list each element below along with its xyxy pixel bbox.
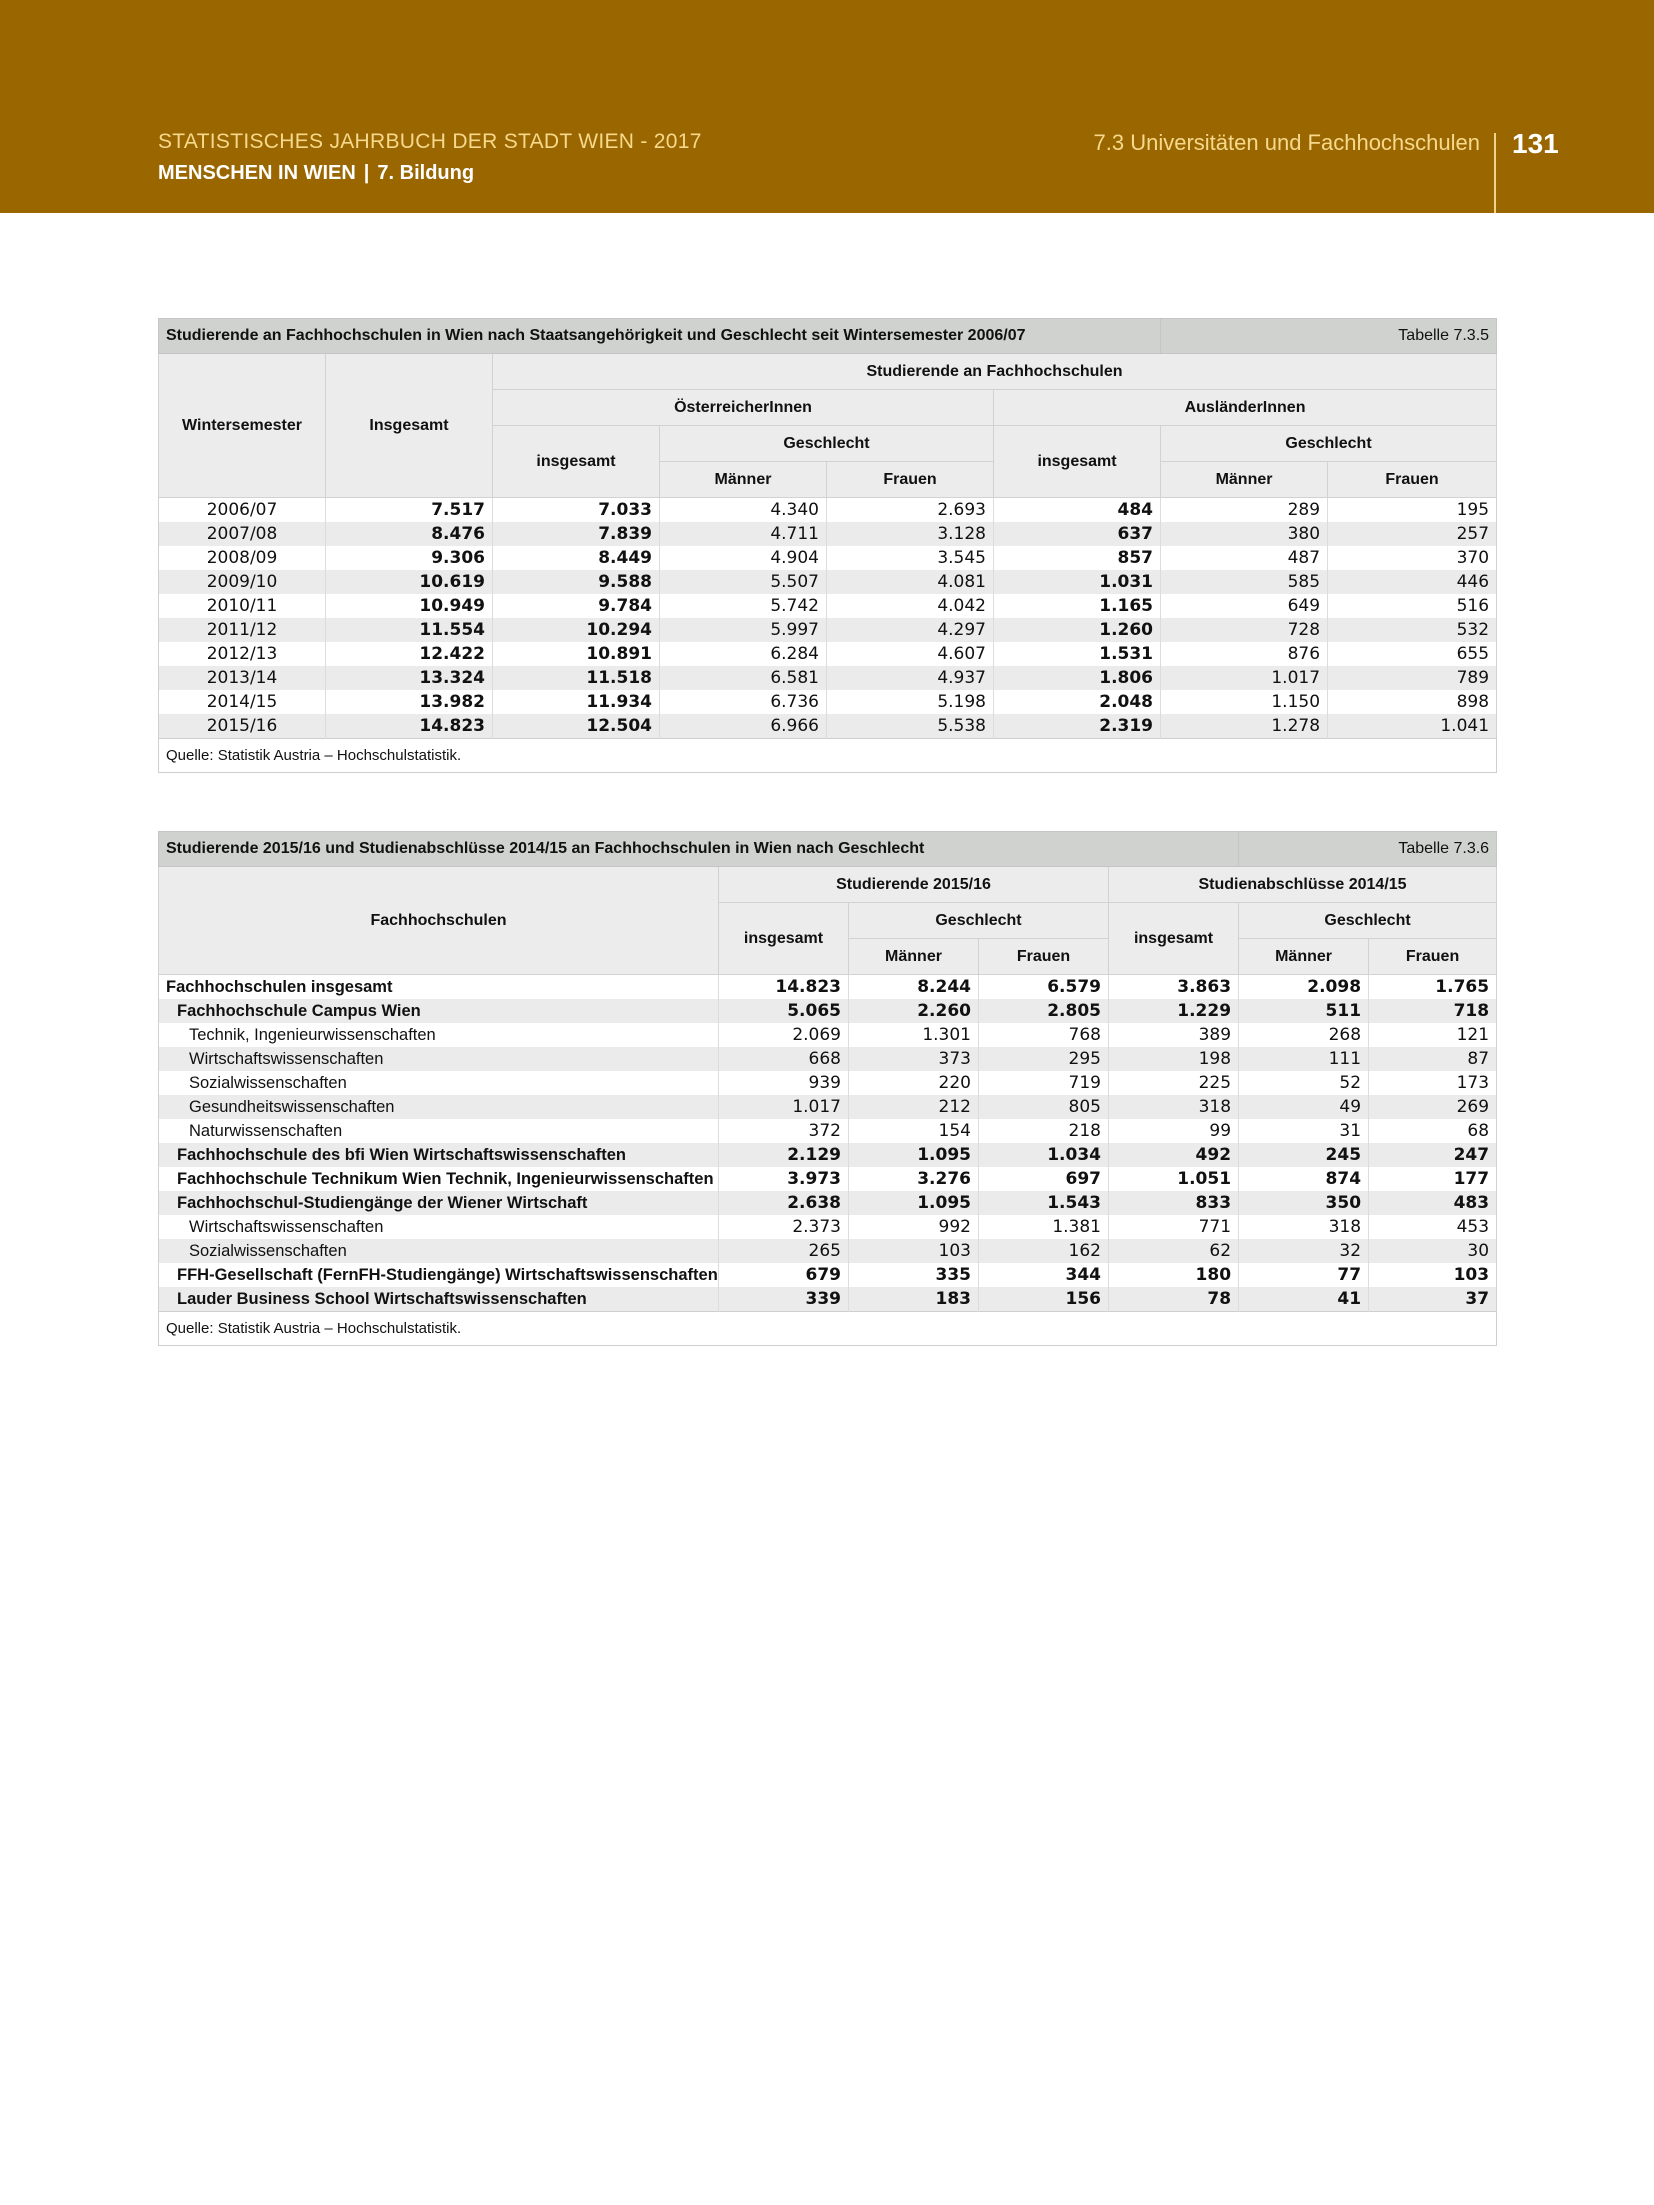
- col-ab-geschlecht: Geschlecht: [1239, 903, 1497, 939]
- cell-ab-frauen: 177: [1369, 1167, 1497, 1191]
- cell-fo-frauen: 898: [1328, 690, 1497, 714]
- cell-at-insgesamt: 10.891: [493, 642, 660, 666]
- cell-st-maenner: 992: [849, 1215, 979, 1239]
- cell-semester: 2012/13: [159, 642, 326, 666]
- header-divider: [1494, 133, 1496, 213]
- table-row: [159, 714, 1497, 739]
- cell-at-maenner: 6.284: [660, 642, 827, 666]
- cell-ab-insgesamt: 62: [1109, 1239, 1239, 1263]
- col-st-geschlecht: Geschlecht: [849, 903, 1109, 939]
- cell-ab-maenner: 511: [1239, 999, 1369, 1023]
- cell-ab-frauen: 103: [1369, 1263, 1497, 1287]
- table-title-row: [159, 832, 1497, 867]
- cell-st-maenner: 1.301: [849, 1023, 979, 1047]
- cell-fo-frauen: 446: [1328, 570, 1497, 594]
- cell-fo-frauen: 257: [1328, 522, 1497, 546]
- table-row: [159, 546, 1497, 570]
- cell-st-frauen: 1.381: [979, 1215, 1109, 1239]
- cell-st-maenner: 335: [849, 1263, 979, 1287]
- cell-semester: 2013/14: [159, 666, 326, 690]
- cell-ab-insgesamt: 771: [1109, 1215, 1239, 1239]
- table2-body: [159, 975, 1497, 1312]
- cell-ab-maenner: 268: [1239, 1023, 1369, 1047]
- col-st-insgesamt: insgesamt: [719, 903, 849, 975]
- cell-school-name: Fachhochschul-Studiengänge der Wiener Wirtschaft: [159, 1191, 719, 1215]
- cell-st-insgesamt: 2.069: [719, 1023, 849, 1047]
- cell-school-name: FFH-Gesellschaft (FernFH-Studiengänge) Wirtschaftswissenschaften: [159, 1263, 719, 1287]
- cell-school-name: Sozialwissenschaften: [159, 1071, 719, 1095]
- cell-st-frauen: 1.034: [979, 1143, 1109, 1167]
- cell-ab-maenner: 49: [1239, 1095, 1369, 1119]
- cell-st-insgesamt: 2.373: [719, 1215, 849, 1239]
- cell-fo-frauen: 1.041: [1328, 714, 1497, 739]
- cell-ab-maenner: 111: [1239, 1047, 1369, 1071]
- cell-school-name: Fachhochschule des bfi Wien Wirtschaftswissenschaften: [159, 1143, 719, 1167]
- cell-at-frauen: 5.538: [827, 714, 994, 739]
- cell-st-frauen: 2.805: [979, 999, 1109, 1023]
- cell-school-name: Sozialwissenschaften: [159, 1239, 719, 1263]
- cell-st-frauen: 344: [979, 1263, 1109, 1287]
- cell-ab-maenner: 77: [1239, 1263, 1369, 1287]
- cell-at-insgesamt: 12.504: [493, 714, 660, 739]
- cell-insgesamt: 9.306: [326, 546, 493, 570]
- cell-st-maenner: 220: [849, 1071, 979, 1095]
- cell-at-insgesamt: 11.934: [493, 690, 660, 714]
- cell-st-insgesamt: 2.638: [719, 1191, 849, 1215]
- table1-body: [159, 498, 1497, 739]
- table-row: [159, 570, 1497, 594]
- cell-st-maenner: 1.095: [849, 1143, 979, 1167]
- table-students-by-citizenship: [158, 318, 1497, 773]
- table-row: [159, 522, 1497, 546]
- cell-st-frauen: 768: [979, 1023, 1109, 1047]
- table-row: [159, 1191, 1497, 1215]
- cell-ab-maenner: 31: [1239, 1119, 1369, 1143]
- cell-at-frauen: 4.081: [827, 570, 994, 594]
- table-row: [159, 1167, 1497, 1191]
- cell-ab-insgesamt: 180: [1109, 1263, 1239, 1287]
- col-fo-geschlecht: Geschlecht: [1161, 426, 1497, 462]
- cell-ab-frauen: 453: [1369, 1215, 1497, 1239]
- cell-ab-maenner: 245: [1239, 1143, 1369, 1167]
- cell-insgesamt: 10.619: [326, 570, 493, 594]
- col-ab-frauen: Frauen: [1369, 939, 1497, 975]
- col-group-oesterreicher: ÖsterreicherInnen: [493, 390, 994, 426]
- cell-at-maenner: 5.997: [660, 618, 827, 642]
- cell-at-maenner: 4.340: [660, 498, 827, 523]
- cell-at-maenner: 4.711: [660, 522, 827, 546]
- cell-ab-frauen: 1.765: [1369, 975, 1497, 1000]
- page-number: 131: [1512, 128, 1559, 159]
- cell-ab-frauen: 247: [1369, 1143, 1497, 1167]
- cell-at-insgesamt: 11.518: [493, 666, 660, 690]
- cell-fo-insgesamt: 857: [994, 546, 1161, 570]
- cell-ab-frauen: 37: [1369, 1287, 1497, 1312]
- col-group-abschluesse: Studienabschlüsse 2014/15: [1109, 867, 1497, 903]
- col-wintersemester: Wintersemester: [159, 354, 326, 498]
- cell-at-frauen: 3.545: [827, 546, 994, 570]
- col-st-frauen: Frauen: [979, 939, 1109, 975]
- col-at-frauen: Frauen: [827, 462, 994, 498]
- cell-fo-frauen: 789: [1328, 666, 1497, 690]
- cell-st-frauen: 697: [979, 1167, 1109, 1191]
- cell-st-frauen: 295: [979, 1047, 1109, 1071]
- cell-at-frauen: 3.128: [827, 522, 994, 546]
- cell-at-frauen: 4.937: [827, 666, 994, 690]
- table-row: [159, 618, 1497, 642]
- cell-fo-insgesamt: 2.048: [994, 690, 1161, 714]
- cell-semester: 2010/11: [159, 594, 326, 618]
- table-row: [159, 690, 1497, 714]
- cell-st-maenner: 2.260: [849, 999, 979, 1023]
- cell-st-frauen: 805: [979, 1095, 1109, 1119]
- cell-fo-insgesamt: 637: [994, 522, 1161, 546]
- cell-insgesamt: 10.949: [326, 594, 493, 618]
- cell-school-name: Naturwissenschaften: [159, 1119, 719, 1143]
- cell-st-insgesamt: 668: [719, 1047, 849, 1071]
- cell-fo-frauen: 195: [1328, 498, 1497, 523]
- section-title: 7.3 Universitäten und Fachhochschulen: [1093, 130, 1480, 155]
- cell-at-maenner: 6.736: [660, 690, 827, 714]
- cell-st-frauen: 162: [979, 1239, 1109, 1263]
- table-row: [159, 1263, 1497, 1287]
- table-students-by-school: [158, 831, 1497, 1346]
- col-st-maenner: Männer: [849, 939, 979, 975]
- cell-at-maenner: 5.742: [660, 594, 827, 618]
- cell-st-frauen: 156: [979, 1287, 1109, 1312]
- cell-semester: 2006/07: [159, 498, 326, 523]
- cell-ab-frauen: 173: [1369, 1071, 1497, 1095]
- cell-st-insgesamt: 1.017: [719, 1095, 849, 1119]
- cell-at-frauen: 4.297: [827, 618, 994, 642]
- cell-at-insgesamt: 7.839: [493, 522, 660, 546]
- cell-ab-insgesamt: 198: [1109, 1047, 1239, 1071]
- cell-fo-frauen: 532: [1328, 618, 1497, 642]
- cell-school-name: Wirtschaftswissenschaften: [159, 1215, 719, 1239]
- cell-st-frauen: 719: [979, 1071, 1109, 1095]
- cell-at-insgesamt: 9.588: [493, 570, 660, 594]
- cell-at-insgesamt: 10.294: [493, 618, 660, 642]
- cell-st-maenner: 373: [849, 1047, 979, 1071]
- cell-school-name: Fachhochschule Technikum Wien Technik, Ingenieurwissenschaften: [159, 1167, 719, 1191]
- col-fachhochschulen: Fachhochschulen: [159, 867, 719, 975]
- cell-st-insgesamt: 5.065: [719, 999, 849, 1023]
- cell-semester: 2011/12: [159, 618, 326, 642]
- cell-fo-frauen: 516: [1328, 594, 1497, 618]
- cell-ab-maenner: 874: [1239, 1167, 1369, 1191]
- cell-semester: 2008/09: [159, 546, 326, 570]
- cell-school-name: Fachhochschulen insgesamt: [159, 975, 719, 1000]
- cell-ab-insgesamt: 78: [1109, 1287, 1239, 1312]
- cell-semester: 2014/15: [159, 690, 326, 714]
- cell-st-insgesamt: 939: [719, 1071, 849, 1095]
- col-fo-maenner: Männer: [1161, 462, 1328, 498]
- cell-ab-insgesamt: 1.051: [1109, 1167, 1239, 1191]
- cell-at-frauen: 2.693: [827, 498, 994, 523]
- table-row: [159, 1215, 1497, 1239]
- cell-st-insgesamt: 14.823: [719, 975, 849, 1000]
- table-row: [159, 1239, 1497, 1263]
- table-row: [159, 666, 1497, 690]
- table-row: [159, 1047, 1497, 1071]
- cell-at-maenner: 6.581: [660, 666, 827, 690]
- cell-ab-frauen: 718: [1369, 999, 1497, 1023]
- cell-st-insgesamt: 339: [719, 1287, 849, 1312]
- table-row: [159, 1287, 1497, 1312]
- cell-fo-maenner: 1.150: [1161, 690, 1328, 714]
- cell-semester: 2007/08: [159, 522, 326, 546]
- cell-insgesamt: 14.823: [326, 714, 493, 739]
- cell-st-maenner: 8.244: [849, 975, 979, 1000]
- cell-at-maenner: 5.507: [660, 570, 827, 594]
- col-at-insgesamt: insgesamt: [493, 426, 660, 498]
- cell-st-insgesamt: 3.973: [719, 1167, 849, 1191]
- cell-fo-maenner: 728: [1161, 618, 1328, 642]
- cell-fo-maenner: 1.278: [1161, 714, 1328, 739]
- cell-ab-insgesamt: 389: [1109, 1023, 1239, 1047]
- header-banner: [0, 0, 1654, 213]
- cell-st-insgesamt: 265: [719, 1239, 849, 1263]
- table-title-row: [159, 319, 1497, 354]
- cell-ab-maenner: 350: [1239, 1191, 1369, 1215]
- cell-ab-frauen: 30: [1369, 1239, 1497, 1263]
- cell-fo-insgesamt: 484: [994, 498, 1161, 523]
- col-ab-maenner: Männer: [1239, 939, 1369, 975]
- cell-st-maenner: 3.276: [849, 1167, 979, 1191]
- cell-ab-insgesamt: 318: [1109, 1095, 1239, 1119]
- cell-ab-frauen: 483: [1369, 1191, 1497, 1215]
- cell-fo-insgesamt: 1.531: [994, 642, 1161, 666]
- cell-st-maenner: 212: [849, 1095, 979, 1119]
- table-title: Studierende an Fachhochschulen in Wien nach Staatsangehörigkeit und Geschlecht seit Wintersemester 2006/07: [159, 319, 1161, 354]
- cell-insgesamt: 13.982: [326, 690, 493, 714]
- cell-ab-frauen: 121: [1369, 1023, 1497, 1047]
- cell-at-insgesamt: 7.033: [493, 498, 660, 523]
- cell-fo-insgesamt: 1.031: [994, 570, 1161, 594]
- table-source: Quelle: Statistik Austria – Hochschulstatistik.: [159, 1312, 1497, 1346]
- cell-ab-frauen: 68: [1369, 1119, 1497, 1143]
- cell-ab-insgesamt: 833: [1109, 1191, 1239, 1215]
- cell-insgesamt: 12.422: [326, 642, 493, 666]
- cell-st-frauen: 6.579: [979, 975, 1109, 1000]
- cell-fo-maenner: 487: [1161, 546, 1328, 570]
- table-row: [159, 1023, 1497, 1047]
- cell-st-insgesamt: 679: [719, 1263, 849, 1287]
- col-fo-insgesamt: insgesamt: [994, 426, 1161, 498]
- table-row: [159, 1119, 1497, 1143]
- col-group-studierende: Studierende 2015/16: [719, 867, 1109, 903]
- cell-fo-frauen: 655: [1328, 642, 1497, 666]
- cell-school-name: Technik, Ingenieurwissenschaften: [159, 1023, 719, 1047]
- cell-insgesamt: 13.324: [326, 666, 493, 690]
- cell-insgesamt: 11.554: [326, 618, 493, 642]
- cell-st-frauen: 218: [979, 1119, 1109, 1143]
- cell-insgesamt: 8.476: [326, 522, 493, 546]
- table-row: [159, 594, 1497, 618]
- table-7-3-6: [158, 831, 1496, 1346]
- col-group-studierende: Studierende an Fachhochschulen: [493, 354, 1497, 390]
- table-number: Tabelle 7.3.6: [1239, 832, 1497, 867]
- cell-st-frauen: 1.543: [979, 1191, 1109, 1215]
- table-row: [159, 498, 1497, 523]
- table-row: [159, 1071, 1497, 1095]
- cell-fo-maenner: 289: [1161, 498, 1328, 523]
- cell-fo-maenner: 585: [1161, 570, 1328, 594]
- cell-fo-maenner: 649: [1161, 594, 1328, 618]
- table-row: [159, 999, 1497, 1023]
- col-at-geschlecht: Geschlecht: [660, 426, 994, 462]
- cell-st-maenner: 183: [849, 1287, 979, 1312]
- section-left: MENSCHEN IN WIEN: [158, 162, 356, 184]
- cell-insgesamt: 7.517: [326, 498, 493, 523]
- cell-ab-insgesamt: 99: [1109, 1119, 1239, 1143]
- cell-ab-maenner: 32: [1239, 1239, 1369, 1263]
- col-group-auslaender: AusländerInnen: [994, 390, 1497, 426]
- cell-ab-frauen: 87: [1369, 1047, 1497, 1071]
- cell-ab-insgesamt: 1.229: [1109, 999, 1239, 1023]
- cell-at-insgesamt: 8.449: [493, 546, 660, 570]
- cell-ab-insgesamt: 3.863: [1109, 975, 1239, 1000]
- breadcrumb-separator: |: [363, 162, 370, 184]
- col-insgesamt: Insgesamt: [326, 354, 493, 498]
- cell-at-frauen: 4.042: [827, 594, 994, 618]
- cell-ab-insgesamt: 492: [1109, 1143, 1239, 1167]
- cell-fo-insgesamt: 2.319: [994, 714, 1161, 739]
- col-fo-frauen: Frauen: [1328, 462, 1497, 498]
- cell-at-insgesamt: 9.784: [493, 594, 660, 618]
- cell-st-maenner: 1.095: [849, 1191, 979, 1215]
- cell-ab-maenner: 2.098: [1239, 975, 1369, 1000]
- cell-school-name: Fachhochschule Campus Wien: [159, 999, 719, 1023]
- cell-semester: 2009/10: [159, 570, 326, 594]
- table-row: [159, 1143, 1497, 1167]
- cell-fo-frauen: 370: [1328, 546, 1497, 570]
- cell-fo-maenner: 380: [1161, 522, 1328, 546]
- cell-fo-insgesamt: 1.165: [994, 594, 1161, 618]
- table-title: Studierende 2015/16 und Studienabschlüsse 2014/15 an Fachhochschulen in Wien nach Geschlecht: [159, 832, 1239, 867]
- cell-st-insgesamt: 2.129: [719, 1143, 849, 1167]
- cell-fo-maenner: 1.017: [1161, 666, 1328, 690]
- col-ab-insgesamt: insgesamt: [1109, 903, 1239, 975]
- table-number: Tabelle 7.3.5: [1161, 319, 1497, 354]
- table-row: [159, 1095, 1497, 1119]
- cell-fo-maenner: 876: [1161, 642, 1328, 666]
- cell-ab-maenner: 41: [1239, 1287, 1369, 1312]
- table-source: Quelle: Statistik Austria – Hochschulstatistik.: [159, 739, 1497, 773]
- chapter-label: 7. Bildung: [377, 162, 475, 184]
- yearbook-title: STATISTISCHES JAHRBUCH DER STADT WIEN - 2017: [158, 130, 702, 153]
- cell-at-maenner: 6.966: [660, 714, 827, 739]
- cell-semester: 2015/16: [159, 714, 326, 739]
- table-7-3-5: [158, 318, 1496, 773]
- cell-school-name: Gesundheitswissenschaften: [159, 1095, 719, 1119]
- cell-school-name: Wirtschaftswissenschaften: [159, 1047, 719, 1071]
- breadcrumb: [158, 162, 474, 185]
- cell-at-frauen: 4.607: [827, 642, 994, 666]
- col-at-maenner: Männer: [660, 462, 827, 498]
- cell-st-maenner: 154: [849, 1119, 979, 1143]
- cell-ab-maenner: 52: [1239, 1071, 1369, 1095]
- cell-st-insgesamt: 372: [719, 1119, 849, 1143]
- cell-ab-insgesamt: 225: [1109, 1071, 1239, 1095]
- table-row: [159, 642, 1497, 666]
- cell-st-maenner: 103: [849, 1239, 979, 1263]
- cell-ab-maenner: 318: [1239, 1215, 1369, 1239]
- table-row: [159, 975, 1497, 1000]
- cell-fo-insgesamt: 1.806: [994, 666, 1161, 690]
- cell-ab-frauen: 269: [1369, 1095, 1497, 1119]
- cell-at-frauen: 5.198: [827, 690, 994, 714]
- cell-school-name: Lauder Business School Wirtschaftswissenschaften: [159, 1287, 719, 1312]
- cell-fo-insgesamt: 1.260: [994, 618, 1161, 642]
- cell-at-maenner: 4.904: [660, 546, 827, 570]
